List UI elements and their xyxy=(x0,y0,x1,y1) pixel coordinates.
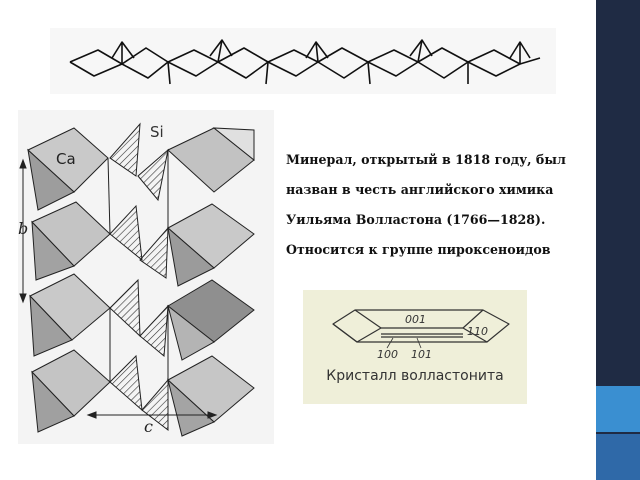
ca-label: Ca xyxy=(56,150,76,168)
silicate-chain-svg xyxy=(50,28,556,94)
description-line-3: Уильяма Волластона (1766—1828). xyxy=(286,212,546,227)
crystal-structure-svg xyxy=(18,110,274,444)
crystal-structure-figure xyxy=(18,110,274,444)
b-axis-label: b xyxy=(18,219,29,238)
crystal-shape-svg xyxy=(303,290,527,366)
face-001-label: 001 xyxy=(405,313,426,326)
face-110-label: 110 xyxy=(467,325,488,338)
face-101-label: 101 xyxy=(411,348,432,361)
sidebar-accent-light xyxy=(596,386,640,432)
c-axis-label: c xyxy=(144,417,153,436)
face-100-label: 100 xyxy=(377,348,398,361)
si-label: Si xyxy=(150,123,164,141)
description-line-4: Относится к группе пироксеноидов xyxy=(286,242,551,257)
description-line-1: Минерал, открытый в 1818 году, был xyxy=(286,152,566,167)
sidebar-accent-dark xyxy=(596,434,640,480)
crystal-caption: Кристалл волластонита xyxy=(326,368,504,384)
mineral-description xyxy=(286,145,586,265)
silicate-chain-figure xyxy=(50,28,556,94)
description-line-2: назван в честь английского химика xyxy=(286,182,554,197)
wollastonite-crystal-figure xyxy=(303,290,527,404)
